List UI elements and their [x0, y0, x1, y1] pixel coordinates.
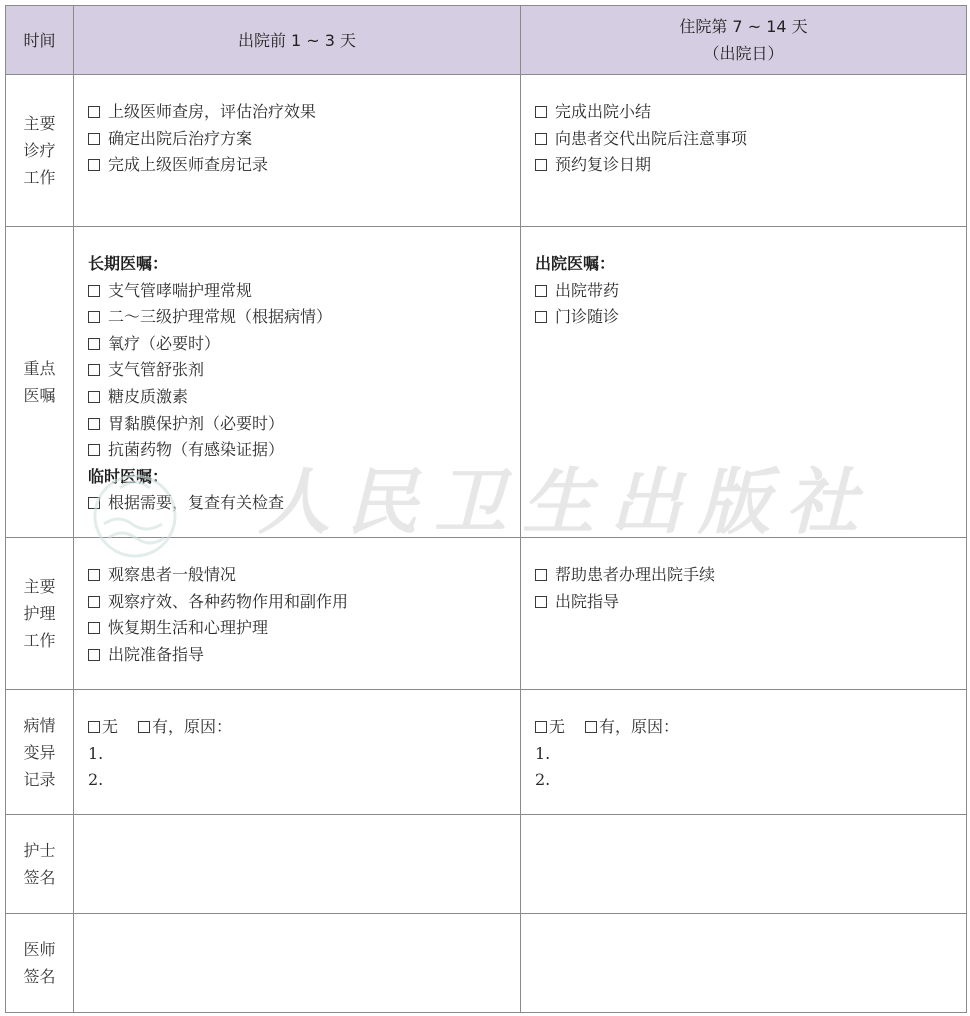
header-discharge-day-note: （出院日）: [703, 44, 784, 63]
checkbox-icon: [88, 721, 100, 733]
row-label-cell: [6, 914, 74, 1013]
checkbox-icon: [88, 596, 100, 608]
checkbox-icon: [535, 106, 547, 118]
checkbox-icon: [88, 285, 100, 297]
variance-options: [535, 714, 956, 741]
checklist-item-label: 恢复期生活和心理护理: [108, 618, 269, 638]
header-time: [6, 6, 74, 75]
checklist-item-label: 预约复诊日期: [555, 155, 652, 175]
checkbox-icon: [88, 311, 100, 323]
row-label-line: 主要: [23, 577, 56, 596]
numbered-line: 1.: [88, 743, 104, 763]
variance-option-label: 无: [549, 717, 566, 736]
checklist-item-label: 帮助患者办理出院手续: [555, 565, 716, 584]
checklist-item: [535, 278, 956, 305]
header-time-label: 时间: [23, 30, 56, 50]
checklist-item-label: 抗菌药物（有感染证据）: [108, 440, 285, 460]
checklist-item: [88, 99, 510, 126]
checkbox-icon: [88, 391, 100, 403]
row-label-line: 变异: [23, 742, 56, 762]
variance-option: [535, 714, 565, 741]
checklist-item-label: 氧疗（必要时）: [108, 333, 221, 353]
row-label-line: 诊疗: [23, 141, 56, 160]
row-label-cell: [6, 690, 74, 815]
header-before-discharge: [74, 6, 521, 75]
checklist-item-label: 二～三级护理常规（根据病情）: [108, 307, 333, 327]
row-label-line: 医师: [23, 940, 56, 959]
cell-before-discharge: [74, 227, 521, 538]
cell-discharge-day: [521, 538, 967, 690]
checklist-item: [535, 304, 956, 331]
checkbox-icon: [535, 596, 547, 608]
checkbox-icon: [88, 159, 100, 171]
cell-before-discharge: [74, 914, 521, 1013]
cell-before-discharge: [74, 538, 521, 690]
checklist-item-label: 上级医师查房，评估治疗效果: [108, 102, 317, 121]
table-row: [6, 815, 967, 914]
header-discharge-day: [521, 6, 967, 75]
checklist-item-label: 胃黏膜保护剂（必要时）: [108, 413, 285, 433]
variance-option: [138, 714, 232, 741]
numbered-line: 2.: [535, 770, 551, 790]
numbered-line: 1.: [535, 743, 551, 763]
checklist-item-label: 糖皮质激素: [108, 386, 189, 406]
checkbox-icon: [535, 569, 547, 581]
row-label-line: 工作: [23, 168, 56, 187]
order-heading: 出院医嘱：: [535, 254, 616, 273]
row-label-cell: [6, 75, 74, 227]
row-label-line: 护理: [23, 604, 56, 623]
row-label-cell: [6, 538, 74, 690]
cell-discharge-day: [521, 914, 967, 1013]
checklist-item: [88, 384, 510, 411]
variance-option-label: 有，原因：: [599, 717, 680, 736]
cell-before-discharge: [74, 815, 521, 914]
checklist-item-label: 支气管哮喘护理常规: [108, 280, 253, 300]
clinical-pathway-table-sheet: [5, 5, 966, 1013]
publisher-watermark-text: 人民卫生出版社: [258, 459, 875, 544]
cell-before-discharge: [74, 75, 521, 227]
table-row: [6, 227, 967, 538]
checklist-item-label: 门诊随诊: [555, 307, 620, 327]
checklist-item-label: 观察疗效、各种药物作用和副作用: [108, 591, 349, 611]
checkbox-icon: [88, 497, 100, 509]
row-label-line: 护士: [23, 841, 56, 860]
checkbox-icon: [535, 133, 547, 145]
checklist-item-label: 出院准备指导: [108, 644, 205, 664]
checklist-item: [88, 357, 510, 384]
clinical-pathway-table: [5, 5, 967, 1013]
cell-discharge-day: [521, 690, 967, 815]
checklist-item-label: 出院带药: [555, 280, 620, 300]
row-label-cell: [6, 227, 74, 538]
variance-option: [585, 714, 679, 741]
checkbox-icon: [535, 159, 547, 171]
row-label-line: 工作: [23, 631, 56, 650]
order-heading: 长期医嘱：: [88, 254, 169, 273]
header-discharge-day-label: 住院第 7 ~ 14 天: [679, 17, 808, 36]
table-body: [6, 75, 967, 1013]
header-row: [6, 6, 967, 75]
checklist-item-label: 观察患者一般情况: [108, 565, 237, 584]
checklist-item: [535, 562, 956, 589]
checklist-item-label: 确定出院后治疗方案: [108, 128, 253, 148]
checklist-item: [535, 126, 956, 153]
cell-discharge-day: [521, 227, 967, 538]
row-label-line: 重点: [23, 359, 56, 378]
checkbox-icon: [138, 721, 150, 733]
cell-discharge-day: [521, 815, 967, 914]
row-label-line: 主要: [23, 114, 56, 133]
checklist-item: [88, 126, 510, 153]
cell-discharge-day: [521, 75, 967, 227]
checkbox-icon: [88, 649, 100, 661]
checkbox-icon: [88, 106, 100, 118]
checklist-item: [535, 99, 956, 126]
checklist-item: [88, 589, 510, 616]
checklist-item: [88, 562, 510, 589]
header-before-discharge-label: 出院前 1 ~ 3 天: [237, 30, 357, 50]
checklist-item: [88, 331, 510, 358]
checklist-item: [88, 152, 510, 179]
order-heading: 临时医嘱：: [88, 466, 169, 486]
checklist-item: [88, 411, 510, 438]
checklist-item-label: 完成上级医师查房记录: [108, 155, 269, 175]
checkbox-icon: [88, 622, 100, 634]
checkbox-icon: [88, 444, 100, 456]
checklist-item: [535, 589, 956, 616]
checklist-item: [535, 152, 956, 179]
checkbox-icon: [88, 338, 100, 350]
checkbox-icon: [88, 569, 100, 581]
checklist-item-label: 出院指导: [555, 591, 620, 611]
checklist-item: [88, 642, 510, 669]
checkbox-icon: [88, 364, 100, 376]
checkbox-icon: [535, 721, 547, 733]
variance-option: [88, 714, 118, 741]
variance-option-label: 无: [102, 717, 119, 736]
checkbox-icon: [88, 418, 100, 430]
numbered-line: 2.: [88, 770, 104, 790]
checkbox-icon: [535, 311, 547, 323]
row-label-line: 签名: [23, 967, 56, 986]
checklist-item-label: 根据需要，复查有关检查: [108, 493, 285, 513]
cell-before-discharge: [74, 690, 521, 815]
checklist-item: [88, 437, 510, 464]
row-label-line: 病情: [23, 715, 56, 735]
table-row: [6, 914, 967, 1013]
checklist-item-label: 向患者交代出院后注意事项: [555, 128, 748, 148]
checklist-item: [88, 615, 510, 642]
checklist-item: [88, 490, 510, 517]
checklist-item-label: 完成出院小结: [555, 102, 652, 121]
checklist-item-label: 支气管舒张剂: [108, 360, 205, 380]
checkbox-icon: [535, 285, 547, 297]
checkbox-icon: [585, 721, 597, 733]
row-label-cell: [6, 815, 74, 914]
row-label-line: 医嘱: [23, 386, 56, 405]
table-row: [6, 538, 967, 690]
variance-option-label: 有，原因：: [152, 717, 233, 736]
variance-options: [88, 714, 510, 741]
checkbox-icon: [88, 133, 100, 145]
row-label-line: 签名: [23, 868, 56, 887]
table-row: [6, 690, 967, 815]
checklist-item: [88, 304, 510, 331]
table-row: [6, 75, 967, 227]
checklist-item: [88, 278, 510, 305]
row-label-line: 记录: [23, 769, 56, 789]
